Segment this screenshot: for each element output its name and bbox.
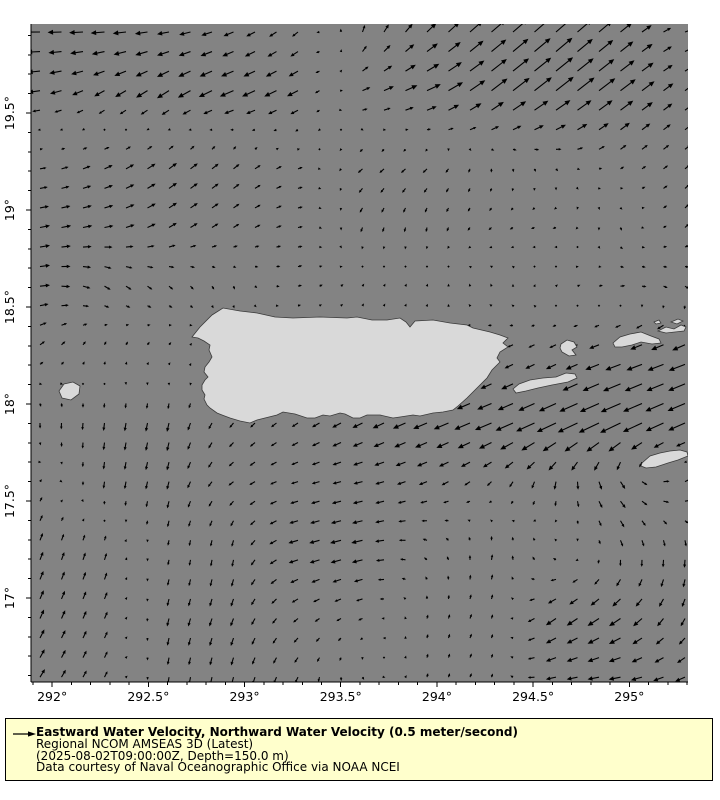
x-tick-label: 294° [421,689,452,704]
x-tick-label: 295° [614,689,645,704]
legend-time-depth: (2025-08-02T09:00:00Z, Depth=150.0 m) [36,748,289,763]
y-tick-label: 18° [2,392,17,416]
legend-title: Eastward Water Velocity, Northward Water Velocity (0.5 meter/second) [36,725,518,739]
y-tick-label: 19.5° [2,95,17,131]
x-tick-label: 293.5° [319,689,362,704]
x-tick-label: 294.5° [512,689,555,704]
y-tick-label: 19° [2,198,17,222]
reference-arrow-icon [12,729,38,739]
x-tick-label: 292.5° [127,689,170,704]
legend-dataset: Regional NCOM AMSEAS 3D (Latest) [36,736,254,751]
y-tick-label: 17.5° [2,483,17,519]
y-tick-label: 17° [2,586,17,610]
legend-box [5,718,713,781]
x-tick-label: 292° [37,689,68,704]
y-tick-label: 18.5° [2,289,17,325]
legend-source: Data courtesy of Naval Oceanographic Office via NOAA NCEI [36,760,400,775]
x-tick-label: 293° [229,689,260,704]
